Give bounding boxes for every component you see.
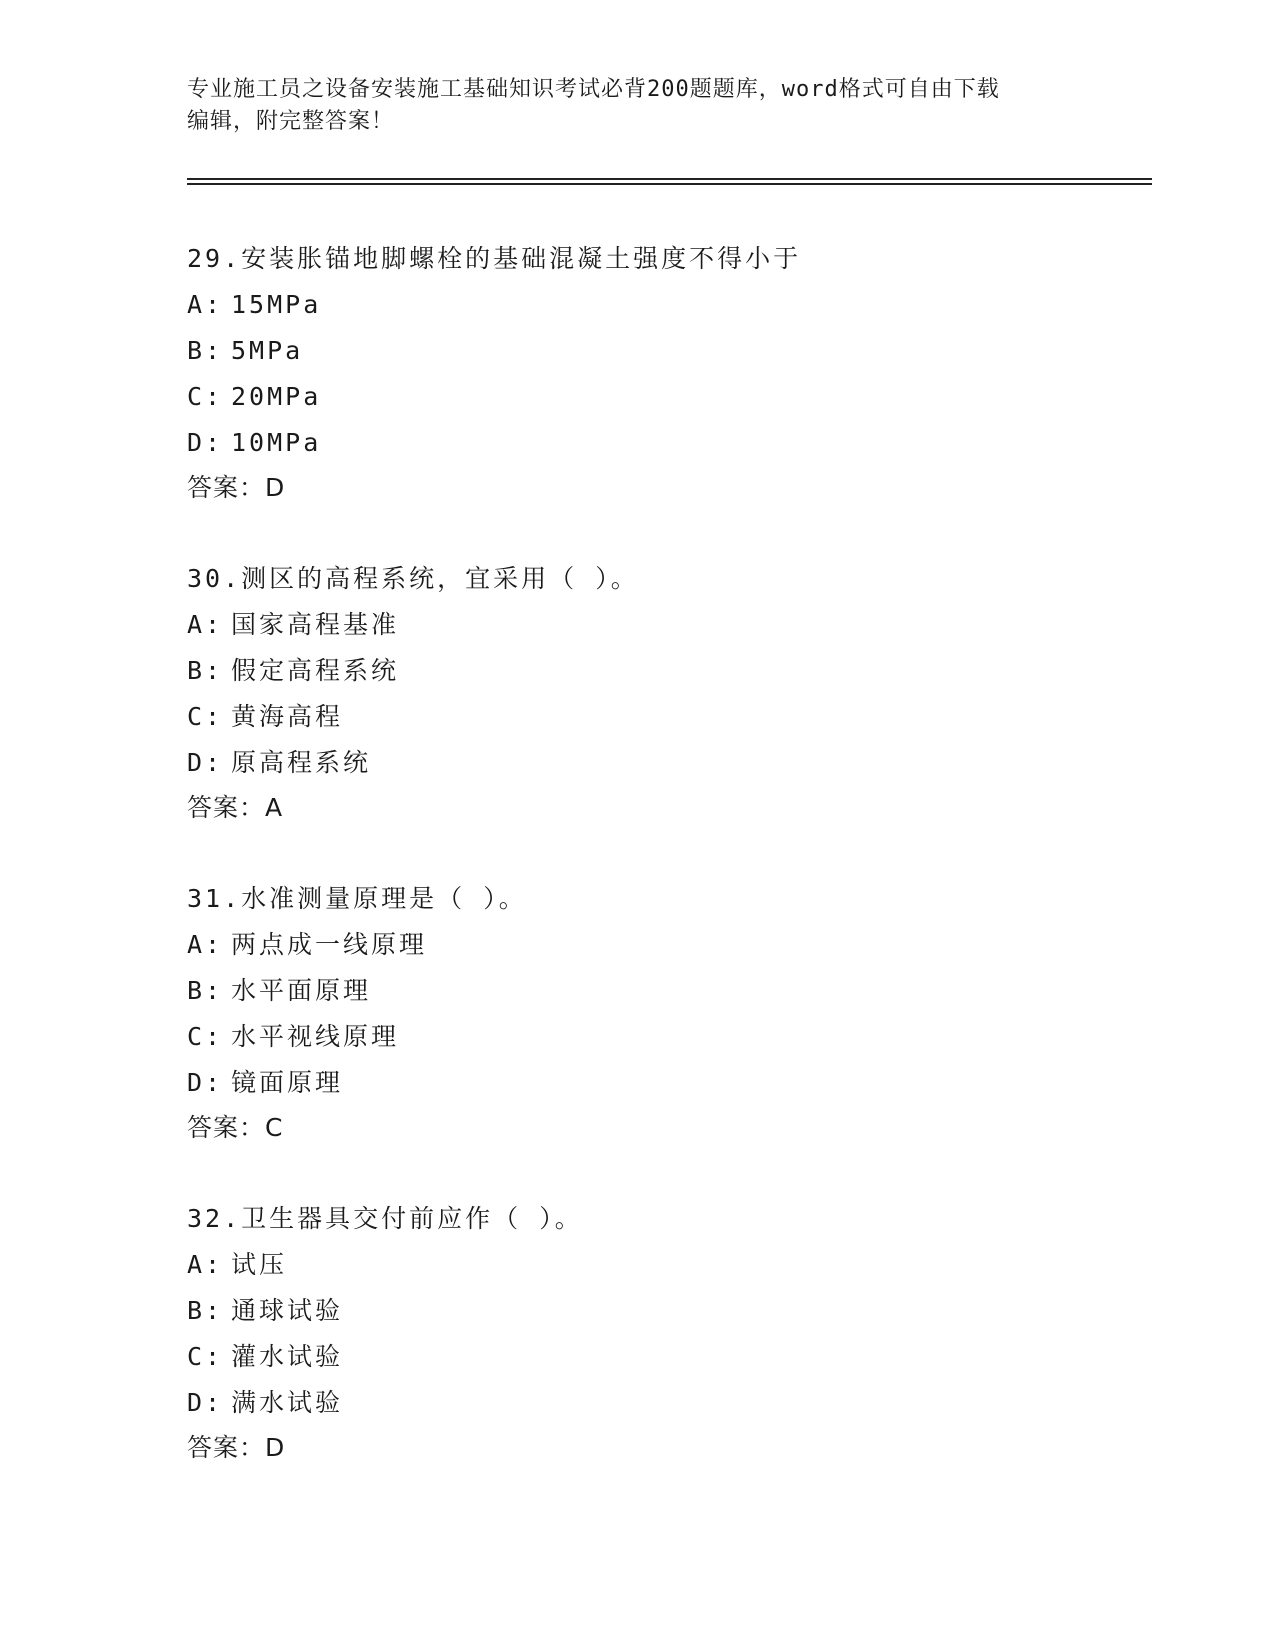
option-d — [187, 1060, 1147, 1106]
option-label: D: — [187, 748, 224, 777]
option-text: 水平视线原理 — [231, 1022, 400, 1051]
option-label: C: — [187, 1022, 224, 1051]
option-c — [187, 1334, 1147, 1380]
option-b — [187, 328, 1147, 374]
option-c — [187, 694, 1147, 740]
option-label: C: — [187, 1342, 224, 1371]
option-a — [187, 1242, 1147, 1288]
answer: 答案：D — [187, 1433, 286, 1462]
question-title: 30.测区的高程系统，宜采用（ ）。 — [187, 564, 639, 593]
answer: 答案：D — [187, 473, 286, 502]
option-text: 水平面原理 — [231, 976, 372, 1005]
option-text: 试压 — [231, 1250, 288, 1279]
option-text: 原高程系统 — [231, 748, 372, 777]
option-label: B: — [187, 336, 224, 365]
option-d — [187, 740, 1147, 786]
option-text: 20MPa — [231, 382, 322, 411]
option-d — [187, 1380, 1147, 1426]
question-title: 31.水准测量原理是（ ）。 — [187, 884, 527, 913]
header-divider-top — [187, 178, 1152, 180]
option-label: C: — [187, 382, 224, 411]
option-c — [187, 374, 1147, 420]
option-label: D: — [187, 428, 224, 457]
question-29 — [187, 236, 1147, 556]
question-31 — [187, 876, 1147, 1196]
option-d — [187, 420, 1147, 466]
option-label: C: — [187, 702, 224, 731]
option-a — [187, 602, 1147, 648]
question-title: 29.安装胀锚地脚螺栓的基础混凝土强度不得小于 — [187, 244, 802, 273]
answer: 答案：C — [187, 1113, 284, 1142]
option-label: D: — [187, 1068, 224, 1097]
option-label: A: — [187, 1250, 224, 1279]
option-text: 假定高程系统 — [231, 656, 400, 685]
header-title-line-1: 专业施工员之设备安装施工基础知识考试必背200题题库，word格式可自由下载 — [187, 77, 1000, 102]
option-text: 满水试验 — [231, 1388, 344, 1417]
option-a — [187, 282, 1147, 328]
option-label: A: — [187, 290, 224, 319]
option-text: 镜面原理 — [231, 1068, 344, 1097]
option-label: D: — [187, 1388, 224, 1417]
option-text: 15MPa — [231, 290, 322, 319]
option-text: 黄海高程 — [231, 702, 344, 731]
option-b — [187, 1288, 1147, 1334]
option-b — [187, 968, 1147, 1014]
option-text: 通球试验 — [231, 1296, 344, 1325]
answer: 答案：A — [187, 793, 284, 822]
header-title-line-2: 编辑，附完整答案！ — [187, 109, 395, 134]
option-text: 两点成一线原理 — [231, 930, 428, 959]
option-a — [187, 922, 1147, 968]
option-label: A: — [187, 930, 224, 959]
document-header — [187, 74, 1067, 138]
option-text: 灌水试验 — [231, 1342, 344, 1371]
option-label: B: — [187, 656, 224, 685]
option-b — [187, 648, 1147, 694]
option-text: 国家高程基准 — [231, 610, 400, 639]
option-text: 10MPa — [231, 428, 322, 457]
question-30 — [187, 556, 1147, 876]
option-label: B: — [187, 1296, 224, 1325]
option-label: A: — [187, 610, 224, 639]
header-divider-bottom — [187, 183, 1152, 185]
option-label: B: — [187, 976, 224, 1005]
question-32 — [187, 1196, 1147, 1516]
option-c — [187, 1014, 1147, 1060]
question-title: 32.卫生器具交付前应作（ ）。 — [187, 1204, 583, 1233]
question-list — [187, 236, 1147, 1516]
option-text: 5MPa — [231, 336, 304, 365]
